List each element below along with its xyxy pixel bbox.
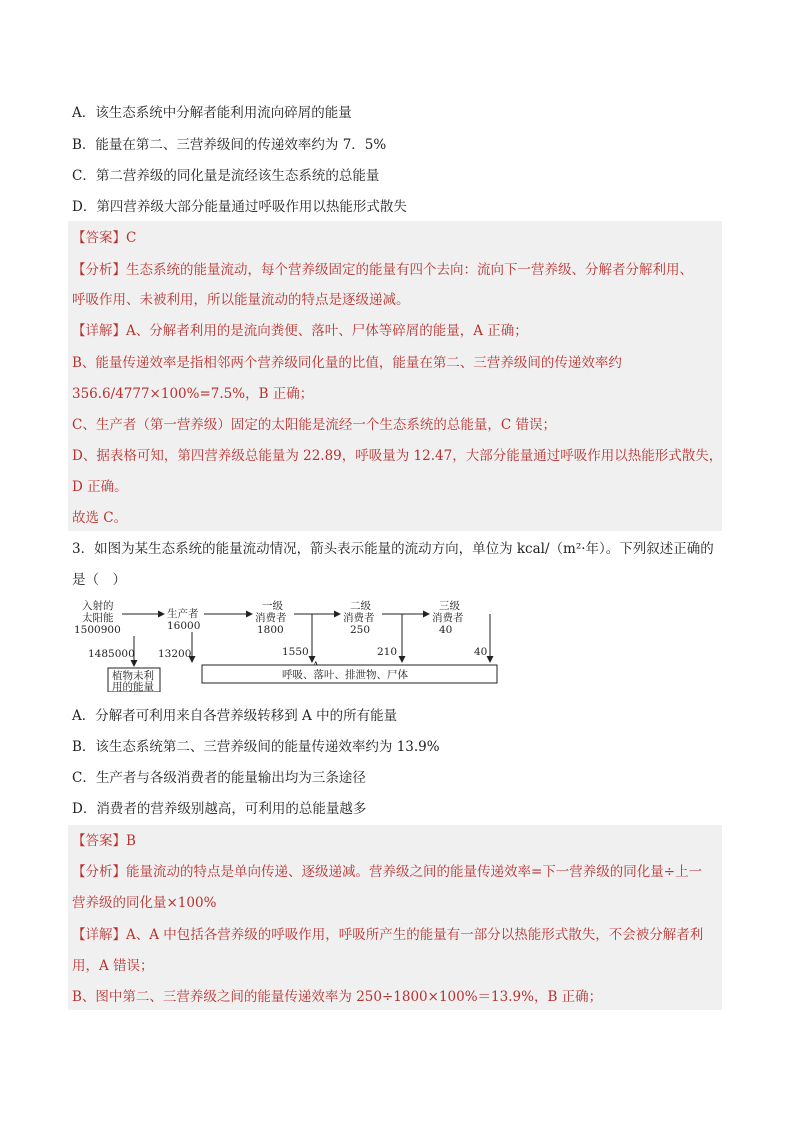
q3-option-b: B．该生态系统第二、三营养级间的能量传递效率约为 13.9% (72, 739, 440, 755)
producer-to-a-value: 13200 (158, 648, 192, 660)
q3-option-a: A．分解者可利用来自各营养级转移到 A 中的所有能量 (72, 708, 398, 724)
q3-detail-line-2: 用，A 错误； (72, 958, 154, 974)
q2-detail-line-2: B、能量传递效率是指相邻两个营养级同化量的比值，能量在第二、三营养级间的传递效率约 (72, 355, 622, 371)
primary-consumer-label-2: 消费者 (255, 612, 287, 624)
q3-detail-line-3: B、图中第二、三营养级之间的能量传递效率为 250÷1800×100%＝13.9%，B 正确； (72, 989, 603, 1005)
sunlight-label-line-1: 入射的 (82, 600, 114, 612)
q2-detail-line-6: D 正确。 (72, 479, 128, 495)
producer-label: 生产者 (167, 608, 199, 620)
q2-option-d: D．第四营养级大部分能量通过呼吸作用以热能形式散失 (72, 199, 407, 215)
tertiary-consumer-value: 40 (439, 624, 453, 636)
tertiary-consumer-label-1: 三级 (439, 600, 460, 612)
secondary-consumer-value: 250 (350, 624, 371, 636)
q3-stem-line-1: 3．如图为某生态系统的能量流动情况，箭头表示能量的流动方向，单位为 kcal/（m²·年）。下列叙述正确的 (72, 541, 714, 557)
primary-consumer-value: 1800 (257, 624, 284, 636)
sunlight-label-line-2: 太阳能 (82, 612, 114, 624)
q2-detail-line-1: 【详解】A、分解者利用的是流向粪便、落叶、尸体等碎屑的能量，A 正确； (72, 323, 528, 339)
c3-to-a-value: 40 (474, 646, 488, 658)
producer-value: 16000 (167, 620, 201, 632)
q3-detail-line-1: 【详解】A、A 中包括各营养级的呼吸作用，呼吸所产生的能量有一部分以热能形式散失，不会被分解者利 (72, 927, 704, 943)
q3-option-c: C．生产者与各级消费者的能量输出均为三条途径 (72, 770, 366, 786)
q2-detail-line-3: 356.6/4777×100%=7.5%，B 正确； (72, 386, 314, 402)
c1-to-a-value: 1550 (282, 646, 309, 658)
tertiary-consumer-label-2: 消费者 (432, 612, 464, 624)
q2-conclusion: 故选 C。 (72, 510, 128, 526)
q3-answer: 【答案】B (72, 833, 136, 849)
secondary-consumer-label-1: 二级 (350, 600, 371, 612)
q3-analysis-line-2: 营养级的同化量×100% (72, 895, 217, 911)
q2-answer: 【答案】C (72, 230, 137, 246)
q2-option-a: A．该生态系统中分解者能利用流向碎屑的能量 (72, 105, 352, 121)
primary-consumer-label-1: 一级 (262, 600, 283, 612)
q2-analysis-line-1: 【分析】生态系统的能量流动，每个营养级固定的能量有四个去向：流向下一营养级、分解者分解利用、 (72, 262, 693, 278)
answer-block-q3 (68, 825, 722, 1010)
sunlight-value: 1500900 (74, 624, 121, 636)
q2-detail-line-5: D、据表格可知，第四营养级总能量为 22.89，呼吸量为 12.47，大部分能量通过呼吸作用以热能形式散失， (72, 448, 723, 464)
unused-energy-value: 1485000 (88, 648, 135, 660)
q3-option-d: D．消费者的营养级别越高，可利用的总能量越多 (72, 801, 367, 817)
q3-stem-line-2: 是（ ） (72, 572, 126, 588)
energy-flow-diagram (72, 596, 512, 692)
q3-analysis-line-1: 【分析】能量流动的特点是单向传递、逐级递减。营养级之间的能量传递效率=下一营养级的同化量÷上一 (72, 864, 703, 880)
c2-to-a-value: 210 (377, 646, 398, 658)
unused-energy-label-2: 用的能量 (112, 681, 154, 692)
secondary-consumer-label-2: 消费者 (343, 612, 375, 624)
q2-analysis-line-2: 呼吸作用、未被利用，所以能量流动的特点是逐级递减。 (72, 292, 410, 308)
box-a-text: 呼吸、落叶、排泄物、尸体 (282, 669, 408, 681)
q2-detail-line-4: C、生产者（第一营养级）固定的太阳能是流经一个生态系统的总能量，C 错误； (72, 417, 556, 433)
q2-option-c: C．第二营养级的同化量是流经该生态系统的总能量 (72, 168, 380, 184)
unused-energy-label-1: 植物未利 (112, 670, 154, 682)
q2-option-b: B．能量在第二、三营养级间的传递效率约为 7．5% (72, 137, 387, 153)
